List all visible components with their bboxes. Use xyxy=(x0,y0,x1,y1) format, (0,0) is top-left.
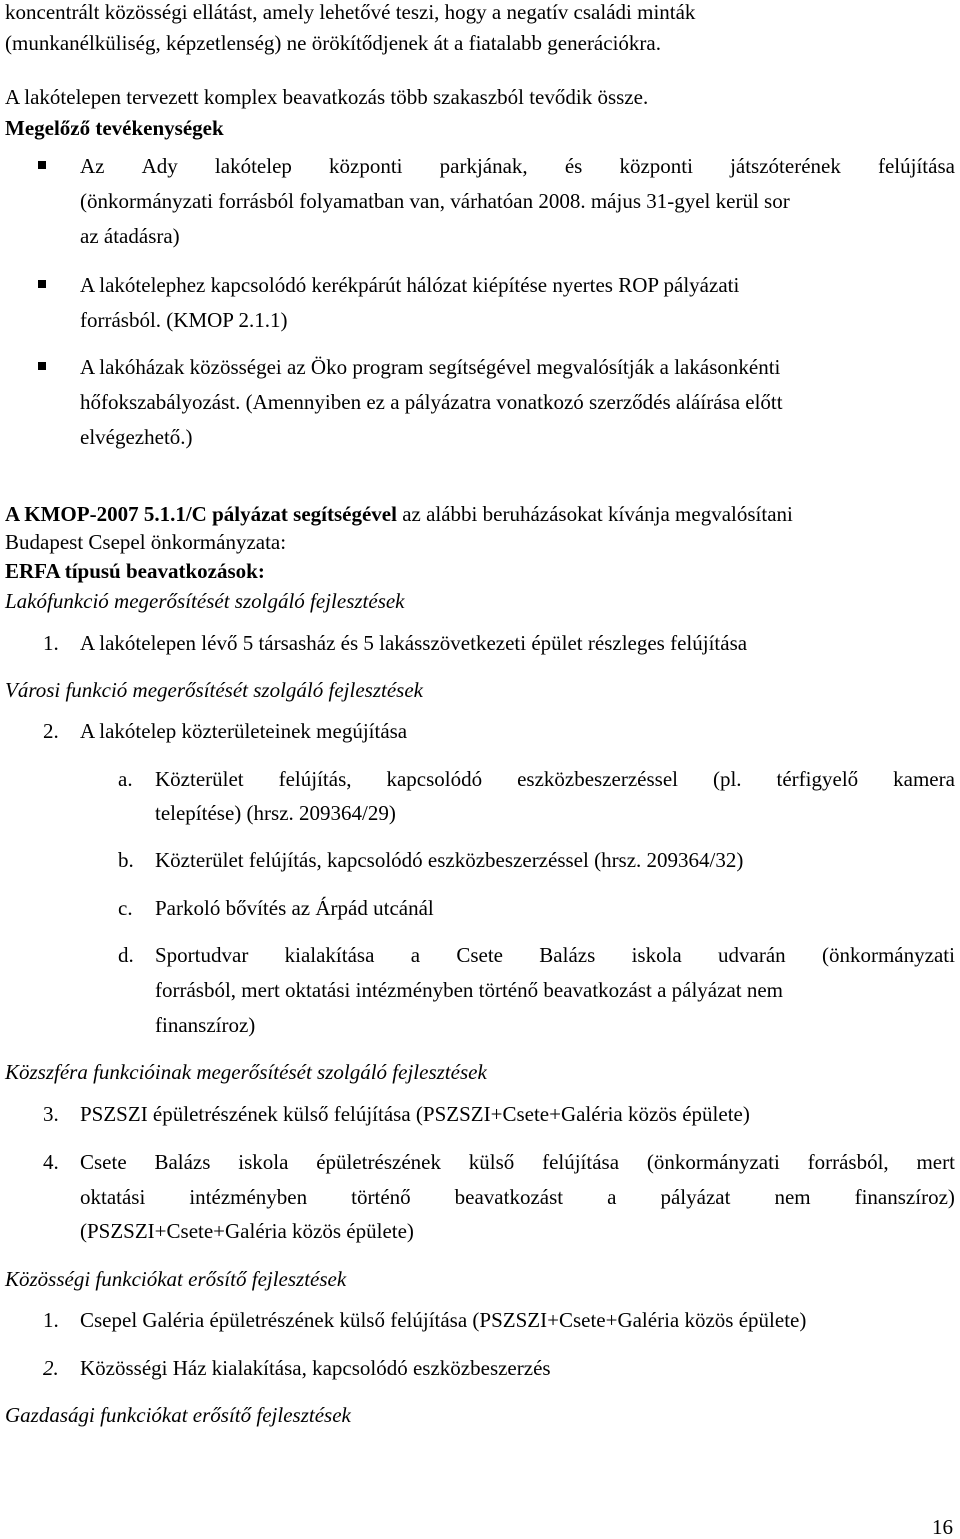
bullet-icon xyxy=(38,161,46,169)
sub-d-line-2: forrásból, mert oktatási intézményben történő beavatkozást a pályázat nem xyxy=(155,978,784,1002)
housing-item-number: 1. xyxy=(43,631,59,655)
community-item-1-text: Csepel Galéria épületrészének külső felújítása (PSZSZI+Csete+Galéria közös épülete) xyxy=(80,1308,807,1332)
intro-line-2: (munkanélküliség, képzetlenség) ne örökítődjenek át a fiatalabb generációkra. xyxy=(5,31,661,55)
public-item-4-line-3: (PSZSZI+Csete+Galéria közös épülete) xyxy=(80,1219,414,1243)
preventive-heading: Megelőző tevékenységek xyxy=(5,116,224,140)
preventive-item-3-line-3: elvégezhető.) xyxy=(80,425,193,449)
preventive-item-3-line-1: A lakóházak közösségei az Öko program segítségével megvalósítják a lakásonkénti xyxy=(80,355,781,379)
sub-d-line-1: Sportudvar kialakítása a Csete Balázs iskola udvarán (önkormányzati xyxy=(155,943,955,967)
community-item-2-text: Közösségi Ház kialakítása, kapcsolódó eszközbeszerzés xyxy=(80,1356,551,1380)
sub-letter-a: a. xyxy=(118,767,133,791)
community-section-title: Közösségi funkciókat erősítő fejlesztések xyxy=(5,1267,347,1291)
public-item-3-text: PSZSZI épületrészének külső felújítása (PSZSZI+Csete+Galéria közös épülete) xyxy=(80,1102,750,1126)
intro-line-3: A lakótelepen tervezett komplex beavatkozás több szakaszból tevődik össze. xyxy=(5,85,649,109)
preventive-item-2-line-2: forrásból. (KMOP 2.1.1) xyxy=(80,308,288,332)
economic-section-title: Gazdasági funkciókat erősítő fejlesztések xyxy=(5,1403,351,1427)
erfa-heading: ERFA típusú beavatkozások: xyxy=(5,559,265,583)
sub-letter-b: b. xyxy=(118,848,134,872)
city-item-number: 2. xyxy=(43,719,59,743)
public-item-4-number: 4. xyxy=(43,1150,59,1174)
preventive-item-3-line-2: hőfokszabályozást. (Amennyiben ez a pályázatra vonatkozó szerződés aláírása előtt xyxy=(80,390,783,414)
public-item-3-number: 3. xyxy=(43,1102,59,1126)
sub-c-line-1: Parkoló bővítés az Árpád utcánál xyxy=(155,896,434,920)
kmop-bold: A KMOP-2007 5.1.1/C pályázat segítségével xyxy=(5,502,397,526)
kmop-line-1 xyxy=(5,504,793,525)
preventive-item-2-line-1: A lakótelephez kapcsolódó kerékpárút hálózat kiépítése nyertes ROP pályázati xyxy=(80,273,740,297)
preventive-item-1-line-1: Az Ady lakótelep központi parkjának, és központi játszóterének felújítása xyxy=(80,154,955,178)
sub-b-line-1: Közterület felújítás, kapcsolódó eszközbeszerzéssel (hrsz. 209364/32) xyxy=(155,848,744,872)
page-number: 16 xyxy=(932,1515,953,1539)
kmop-rest: az alábbi beruházásokat kívánja megvalósítani xyxy=(396,502,793,526)
bullet-icon xyxy=(38,280,46,288)
sub-letter-d: d. xyxy=(118,943,134,967)
intro-line-1: koncentrált közösségi ellátást, amely lehetővé teszi, hogy a negatív családi minták xyxy=(5,0,696,24)
city-item-text: A lakótelep közterületeinek megújítása xyxy=(80,719,408,743)
public-section-title: Közszféra funkcióinak megerősítését szolgáló fejlesztések xyxy=(5,1060,487,1084)
sub-d-line-3: finanszíroz) xyxy=(155,1013,256,1037)
public-item-4-line-2: oktatási intézményben történő beavatkozást a pályázat nem finanszíroz) xyxy=(80,1185,955,1209)
public-item-4-line-1: Csete Balázs iskola épületrészének külső felújítása (önkormányzati forrásból, mert xyxy=(80,1150,955,1174)
housing-section-title: Lakófunkció megerősítését szolgáló fejlesztések xyxy=(5,589,405,613)
bullet-icon xyxy=(38,362,46,370)
kmop-line-2: Budapest Csepel önkormányzata: xyxy=(5,530,287,554)
preventive-item-1-line-2: (önkormányzati forrásból folyamatban van, várhatóan 2008. május 31-gyel kerül sor xyxy=(80,189,790,213)
sub-a-line-1: Közterület felújítás, kapcsolódó eszközbeszerzéssel (pl. térfigyelő kamera xyxy=(155,767,955,791)
community-item-2-number: 2. xyxy=(43,1356,59,1380)
sub-letter-c: c. xyxy=(118,896,133,920)
preventive-item-1-line-3: az átadásra) xyxy=(80,224,180,248)
city-section-title: Városi funkció megerősítését szolgáló fejlesztések xyxy=(5,678,423,702)
housing-item-text: A lakótelepen lévő 5 társasház és 5 lakásszövetkezeti épület részleges felújítása xyxy=(80,631,748,655)
community-item-1-number: 1. xyxy=(43,1308,59,1332)
sub-a-line-2: telepítése) (hrsz. 209364/29) xyxy=(155,801,396,825)
